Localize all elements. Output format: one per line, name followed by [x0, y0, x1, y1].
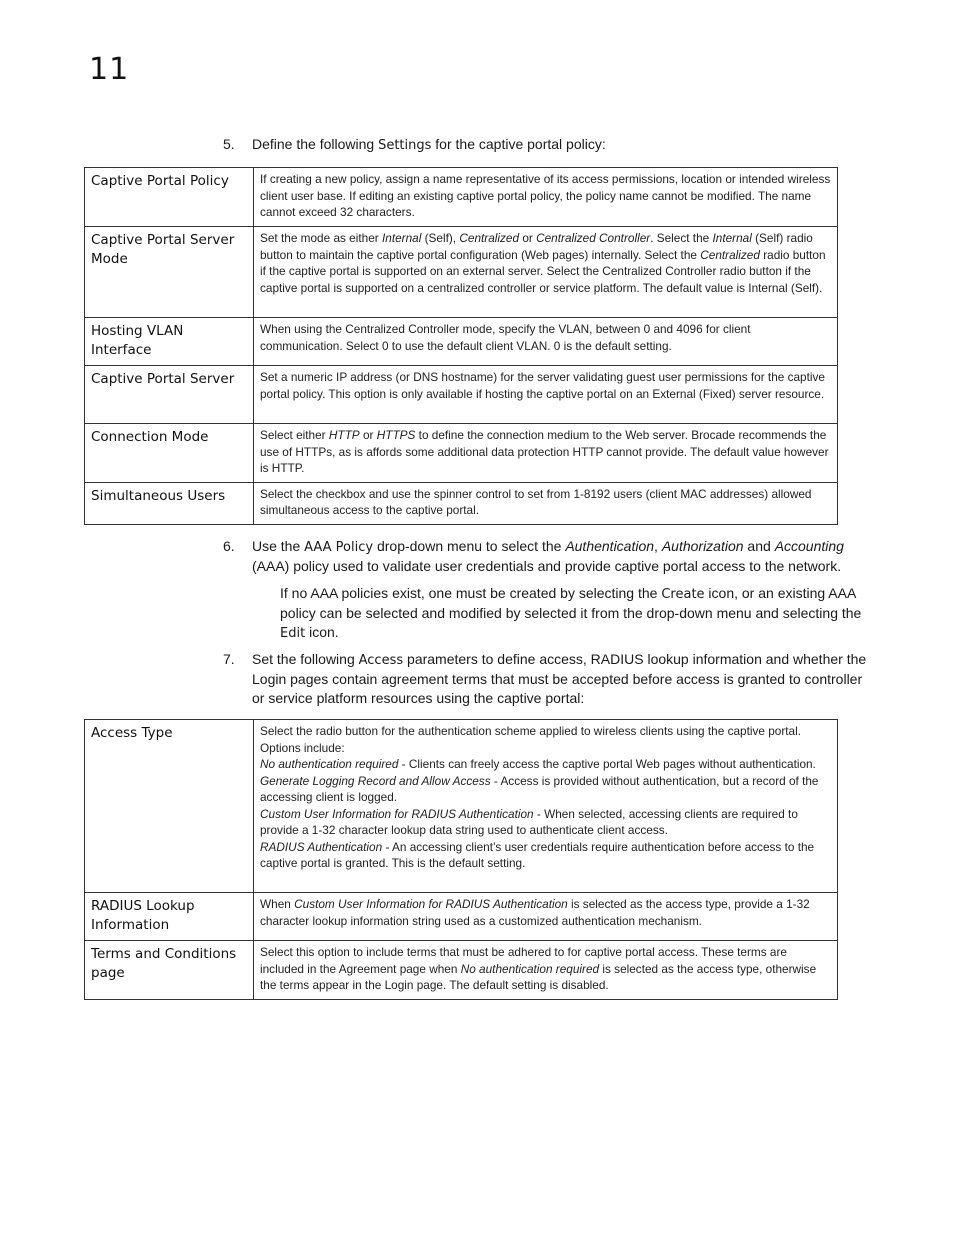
text-run: (AAA) policy used to validate user credentials and provide captive portal access to the network. — [252, 558, 842, 574]
option-text: - When selected, accessing clients are required to provide a 1-32 character lookup data string used to authenticate client access. — [260, 806, 798, 837]
text-run: parameters to define access, RADIUS lookup information and whether the Login pages contain agreement terms that must be accepted before access is granted to controller or service platform resources using the captive portal: — [252, 651, 867, 706]
option-text: - Clients can freely access the captive portal Web pages without authentication. — [398, 757, 816, 771]
description-cell — [254, 893, 838, 941]
text-run: or — [359, 428, 377, 442]
term-cell: Hosting VLAN Interface — [85, 318, 254, 366]
term-cell: Access Type — [85, 720, 254, 893]
table-row — [85, 720, 838, 893]
term-cell: Connection Mode — [85, 424, 254, 483]
option-line — [260, 773, 831, 806]
option-line — [260, 806, 831, 839]
term-cell: RADIUS Lookup Information — [85, 893, 254, 941]
table-row — [85, 424, 838, 483]
description-cell: Set a numeric IP address (or DNS hostname) for the server validating guest user permissions for the captive portal policy. This option is only available if hosting the captive portal on an External (Fixed) server resource. — [254, 366, 838, 424]
settings-table — [84, 167, 838, 525]
table-row — [85, 482, 838, 524]
description-cell: When using the Centralized Controller mode, specify the VLAN, between 0 and 4096 for client communication. Select 0 to use the default client VLAN. 0 is the default setting. — [254, 318, 838, 366]
option-line — [260, 839, 831, 872]
option-text: - An accessing client’s user credentials require authentication before access to the captive portal is granted. This is the default setting. — [260, 839, 815, 870]
text-run: icon. — [305, 624, 339, 640]
step-text — [252, 537, 873, 576]
option-name: Generate Logging Record and Allow Access — [260, 773, 491, 788]
option-name: No authentication required — [260, 757, 399, 771]
italic-run: Accounting — [774, 538, 844, 554]
italic-run: Internal — [712, 231, 752, 245]
table-row — [85, 941, 838, 1000]
term-cell: Simultaneous Users — [85, 482, 254, 524]
step-number: 7. — [223, 651, 235, 667]
step-number: 5. — [223, 136, 235, 152]
text-run: . Select the — [650, 231, 713, 245]
option-line — [260, 756, 831, 773]
italic-run: Centralized — [700, 247, 760, 262]
table-row — [85, 893, 838, 941]
table-row — [85, 318, 838, 366]
description-cell — [254, 720, 838, 893]
step-text — [252, 135, 873, 155]
chapter-number: 11 — [89, 52, 130, 87]
option-name: Custom User Information for RADIUS Authentication — [260, 806, 534, 821]
option-name: RADIUS Authentication — [260, 839, 383, 854]
italic-run: Authorization — [661, 538, 744, 554]
text-run: , — [654, 538, 662, 554]
text-run: is selected as the access type, otherwise the terms appear in the Login page. The default setting is disabled. — [260, 961, 817, 992]
description-cell — [254, 941, 838, 1000]
term-cell: Terms and Conditions page — [85, 941, 254, 1000]
term-cell: Captive Portal Policy — [85, 168, 254, 227]
step-number: 6. — [223, 538, 235, 554]
text-run: Select this option to include terms that must be adhered to for captive portal access. These terms are included in the Agreement page when — [260, 945, 787, 976]
italic-run: HTTPS — [376, 428, 416, 442]
text-run: (Self), — [421, 231, 460, 245]
step-5 — [223, 135, 873, 155]
access-type-intro: Select the radio button for the authentication scheme applied to wireless clients using the captive portal. Options include: — [260, 724, 802, 755]
text-run: icon, or an existing AAA policy can be selected and modified by selected it from the drop-down menu and selecting the — [280, 585, 862, 621]
text-run: is selected as the access type, provide a 1-32 character lookup information string used as a customized authentication mechanism. — [260, 897, 810, 928]
description-cell — [254, 424, 838, 483]
text-run: Set the following — [252, 651, 359, 667]
text-run: Define the following — [252, 136, 379, 152]
text-run: to define the connection medium to the Web server. Brocade recommends the use of HTTPs, as is affords some additional data protection HTTP cannot provide. The default value however is HTTP. — [260, 428, 829, 475]
table-row — [85, 227, 838, 318]
term-cell: Captive Portal Server — [85, 366, 254, 424]
aaa-note — [280, 584, 865, 643]
step-text — [252, 650, 873, 708]
text-run: and — [743, 538, 775, 554]
italic-run: Authentication — [565, 538, 655, 554]
text-run: for the captive portal policy: — [431, 136, 606, 152]
italic-run: Internal — [381, 231, 422, 245]
text-run: Set the mode as either — [260, 231, 382, 245]
step-7 — [223, 650, 873, 708]
text-run: drop-down menu to select the — [373, 538, 566, 554]
table-row — [85, 366, 838, 424]
italic-run: HTTP — [328, 428, 360, 442]
italic-run: Centralized Controller — [536, 231, 651, 245]
text-run: If no AAA policies exist, one must be created by selecting the — [280, 585, 662, 601]
keyword-access: Access — [358, 653, 404, 668]
italic-run: Centralized — [459, 231, 520, 245]
text-run: (Self) radio button to maintain the captive portal configuration (Web pages) internally. Select the — [260, 231, 813, 262]
term-cell: Captive Portal Server Mode — [85, 227, 254, 318]
description-cell — [254, 227, 838, 318]
step-6 — [223, 537, 873, 576]
description-cell: Select the checkbox and use the spinner control to set from 1-8192 users (client MAC addresses) allowed simultaneous access to the captive portal. — [254, 482, 838, 524]
text-run: radio button if the captive portal is supported on an external server. Select the Centralized Controller radio button if the captive portal is supported on a centralized controller or service platform. The default value is Internal (Self). — [260, 247, 826, 295]
text-run: or — [519, 231, 537, 245]
text-run: Use the — [252, 538, 305, 554]
keyword-create: Create — [661, 587, 705, 602]
table-row — [85, 168, 838, 227]
keyword-settings: Settings — [378, 138, 432, 153]
keyword-edit: Edit — [280, 626, 306, 641]
description-cell: If creating a new policy, assign a name representative of its access permissions, location or intended wireless client user base. If editing an existing captive portal policy, the policy name cannot be modified. The name cannot exceed 32 characters. — [254, 168, 838, 227]
text-run: When — [260, 897, 295, 911]
italic-run: Custom User Information for RADIUS Authentication — [294, 897, 568, 911]
text-run: Select either — [260, 428, 329, 442]
keyword-aaa-policy: AAA Policy — [304, 540, 374, 555]
access-table — [84, 719, 838, 1000]
italic-run: No authentication required — [460, 961, 600, 976]
option-text: - Access is provided without authentication, but a record of the accessing client is logged. — [260, 773, 819, 804]
